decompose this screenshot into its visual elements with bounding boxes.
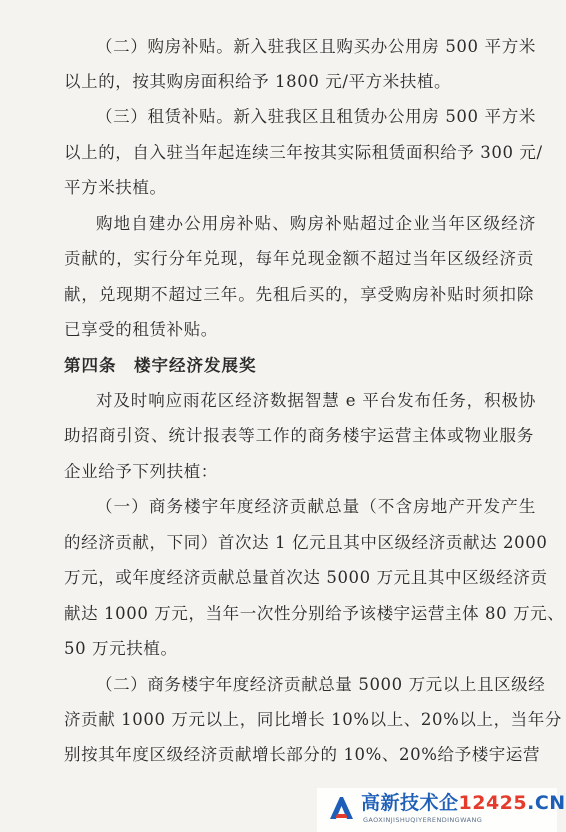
text-line: 企业给予下列扶植： xyxy=(64,462,218,481)
text-line: 以上的，自入驻当年起连续三年按其实际租赁面积给予 300 元/ xyxy=(64,143,543,162)
text-line: 献达 1000 万元，当年一次性分别给予该楼宇运营主体 80 万元、 xyxy=(64,604,565,623)
text-line: （二）购房补贴。新入驻我区且购买办公用房 500 平方米 xyxy=(96,37,536,56)
text-line: 的经济贡献，下同）首次达 1 亿元且其中区级经济贡献达 2000 xyxy=(64,533,548,552)
site-watermark xyxy=(317,788,566,832)
text-line: 50 万元扶植。 xyxy=(64,639,178,658)
watermark-subtitle: GAOXINJISHUQIYERENDINGWANG xyxy=(363,816,483,824)
text-line: 济贡献 1000 万元以上，同比增长 10%以上、20%以上，当年分 xyxy=(64,710,562,729)
text-line: 助招商引资、统计报表等工作的商务楼宇运营主体或物业服务 xyxy=(64,426,534,445)
text-line: （一）商务楼宇年度经济贡献总量（不含房地产开发产生 xyxy=(96,497,536,516)
text-line: 以上的，按其购房面积给予 1800 元/平方米扶植。 xyxy=(64,72,452,91)
text-line: 贡献的，实行分年兑现，每年兑现金额不超过当年区级经济贡 xyxy=(64,249,534,268)
text-line: 对及时响应雨花区经济数据智慧 e 平台发布任务，积极协 xyxy=(96,391,536,410)
text-line: 购地自建办公用房补贴、购房补贴超过企业当年区级经济 xyxy=(96,214,536,233)
text-line: 万元，或年度经济贡献总量首次达 5000 万元且其中区级经济贡 xyxy=(64,568,548,587)
text-line: 平方米扶植。 xyxy=(64,178,167,197)
text-line: （二）商务楼宇年度经济贡献总量 5000 万元以上且区级经 xyxy=(96,675,546,694)
text-line: 献，兑现期不超过三年。先租后买的，享受购房补贴时须扣除 xyxy=(64,285,534,304)
text-line: （三）租赁补贴。新入驻我区且租赁办公用房 500 平方米 xyxy=(96,107,536,126)
text-line: 别按其年度区级经济贡献增长部分的 10%、20%给予楼宇运营 xyxy=(64,745,541,764)
watermark-title: 高新技术企12425.CN xyxy=(361,792,566,814)
a-logo-icon xyxy=(327,794,355,822)
section-heading: 第四条 楼宇经济发展奖 xyxy=(64,356,257,375)
text-line: 已享受的租赁补贴。 xyxy=(64,320,218,339)
